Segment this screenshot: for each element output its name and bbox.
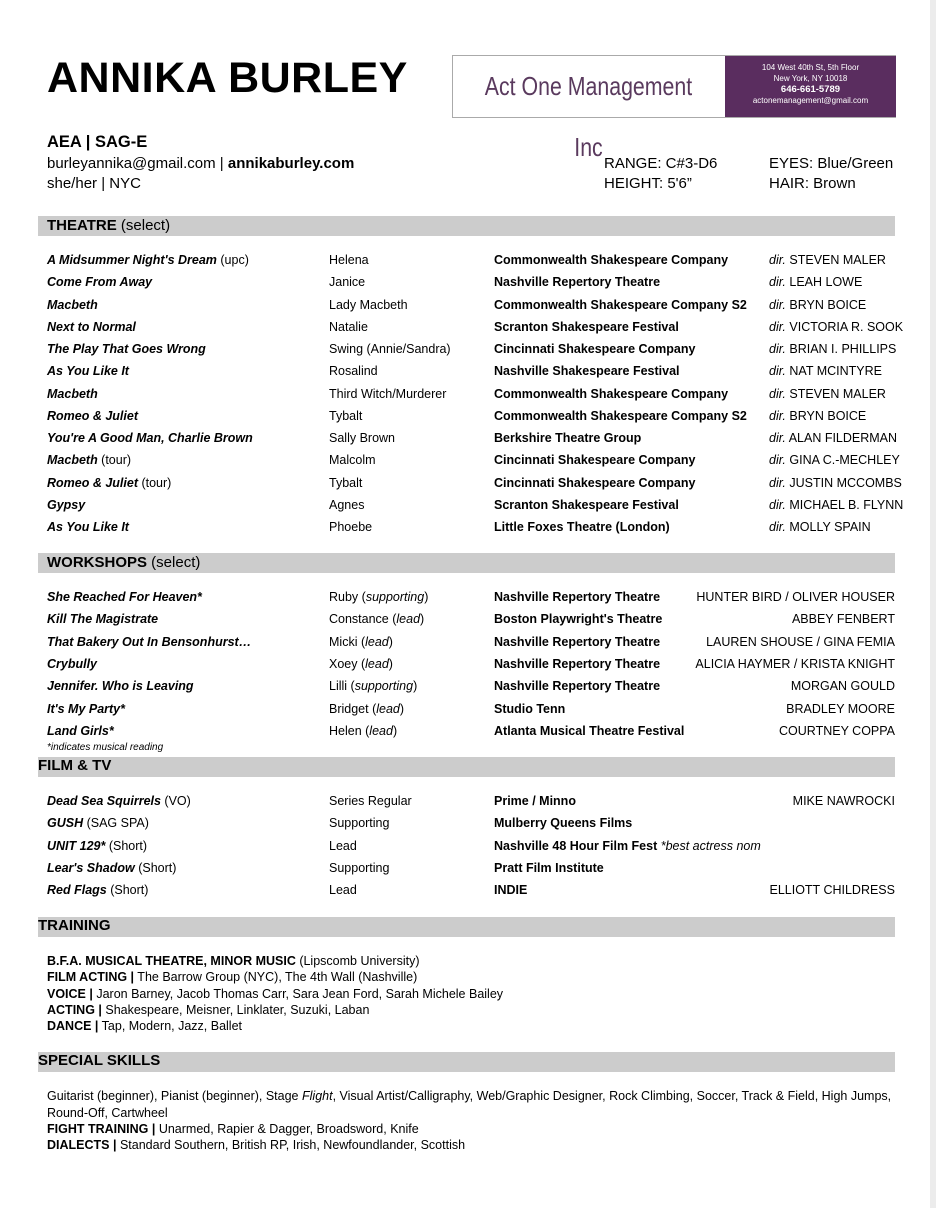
section-subtitle: (select) bbox=[147, 554, 201, 571]
dialects bbox=[47, 1138, 465, 1152]
role bbox=[329, 657, 393, 671]
pronouns-location: she/her | NYC bbox=[47, 175, 141, 192]
management-logo bbox=[452, 55, 896, 162]
show-title: She Reached For Heaven* bbox=[47, 590, 202, 604]
role-end: ) bbox=[388, 656, 393, 671]
section-title: TRAINING bbox=[38, 917, 111, 934]
role-name: Constance ( bbox=[329, 612, 397, 627]
role: Lead bbox=[329, 883, 357, 897]
show-title: As You Like It bbox=[47, 364, 129, 379]
theatre-row bbox=[0, 298, 936, 316]
credit-title bbox=[47, 816, 149, 830]
training-text: The Barrow Group (NYC), The 4th Wall (Nashville) bbox=[134, 970, 418, 985]
management-email: actonemanagement@gmail.com bbox=[752, 96, 869, 105]
show-title: Romeo & Juliet bbox=[47, 475, 138, 490]
training-label: B.F.A. MUSICAL THEATRE, MINOR MUSIC bbox=[47, 954, 296, 968]
unions: AEA | SAG-E bbox=[47, 133, 148, 151]
skills-flight: Flight bbox=[302, 1089, 333, 1103]
fight-training bbox=[47, 1122, 419, 1136]
director bbox=[769, 320, 903, 334]
section-theatre bbox=[38, 216, 895, 236]
show-note: (tour) bbox=[97, 453, 132, 468]
director-name: GINA C.-MECHLEY bbox=[785, 453, 900, 468]
training-item bbox=[47, 970, 417, 984]
show-title: It's My Party* bbox=[47, 701, 126, 716]
credit-title bbox=[47, 364, 129, 378]
show-title: Macbeth bbox=[47, 386, 98, 401]
section-workshops bbox=[38, 553, 895, 573]
director: ELLIOTT CHILDRESS bbox=[769, 883, 895, 897]
company bbox=[494, 794, 576, 808]
company: Commonwealth Shakespeare Company S2 bbox=[494, 408, 747, 423]
training-text: Tap, Modern, Jazz, Ballet bbox=[98, 1019, 243, 1034]
training-label: ACTING | bbox=[47, 1002, 102, 1017]
show-title: Come From Away bbox=[47, 275, 153, 290]
director: ABBEY FENBERT bbox=[791, 612, 895, 627]
film-row bbox=[0, 861, 936, 879]
training-label: DANCE | bbox=[47, 1019, 99, 1034]
role: Natalie bbox=[329, 319, 368, 334]
role bbox=[329, 612, 424, 626]
credit-title bbox=[47, 298, 98, 312]
show-note: (Short) bbox=[105, 838, 148, 853]
director-name: BRYN BOICE bbox=[785, 408, 867, 423]
show-note: (SAG SPA) bbox=[83, 816, 149, 831]
role-name: Bridget ( bbox=[329, 701, 377, 716]
role bbox=[329, 702, 404, 716]
role-name: Helen ( bbox=[329, 723, 370, 738]
credit-title bbox=[47, 794, 191, 808]
director: COURTNEY COPPA bbox=[779, 723, 895, 738]
company-name: Mulberry Queens Films bbox=[494, 816, 633, 831]
credit-title bbox=[47, 520, 129, 534]
theatre-row bbox=[0, 342, 936, 360]
director: LAUREN SHOUSE / GINA FEMIA bbox=[706, 634, 895, 649]
role-type: supporting bbox=[354, 679, 414, 694]
credit-title bbox=[47, 387, 98, 401]
role: Series Regular bbox=[329, 794, 412, 808]
height: HEIGHT: 5'6” bbox=[604, 175, 692, 192]
director bbox=[769, 253, 886, 267]
role: Supporting bbox=[329, 816, 390, 831]
show-title: Dead Sea Squirrels bbox=[47, 794, 161, 808]
role-name: Micki ( bbox=[329, 634, 366, 649]
company: Commonwealth Shakespeare Company S2 bbox=[494, 297, 747, 312]
role bbox=[329, 590, 428, 604]
company: Scranton Shakespeare Festival bbox=[494, 497, 679, 512]
role bbox=[329, 679, 417, 693]
director-name: STEVEN MALER bbox=[785, 386, 886, 401]
eye-color: EYES: Blue/Green bbox=[769, 155, 894, 172]
show-title: GUSH bbox=[47, 816, 84, 831]
training-item bbox=[47, 987, 503, 1001]
company-note: *best actress nom bbox=[657, 838, 761, 853]
dir-prefix: dir. bbox=[769, 253, 786, 267]
dir-prefix: dir. bbox=[769, 319, 786, 334]
workshop-row bbox=[0, 679, 936, 697]
management-phone: 646-661-5789 bbox=[780, 84, 841, 95]
workshop-row bbox=[0, 657, 936, 675]
management-address2: New York, NY 10018 bbox=[773, 74, 848, 83]
director-name: BRYN BOICE bbox=[785, 297, 867, 312]
company: Nashville Repertory Theatre bbox=[494, 634, 661, 649]
theatre-row bbox=[0, 320, 936, 338]
training-text: (Lipscomb University) bbox=[295, 954, 420, 968]
role: Agnes bbox=[329, 497, 365, 512]
role: Tybalt bbox=[329, 408, 363, 423]
show-title: Romeo & Juliet bbox=[47, 408, 138, 423]
director-name: STEVEN MALER bbox=[785, 253, 886, 267]
dir-prefix: dir. bbox=[769, 408, 786, 423]
show-title: Lear's Shadow bbox=[47, 860, 135, 875]
training-label: VOICE | bbox=[47, 986, 93, 1001]
director bbox=[769, 520, 871, 534]
role: Lead bbox=[329, 838, 357, 853]
role-type: supporting bbox=[365, 590, 425, 604]
company: Nashville Repertory Theatre bbox=[494, 679, 661, 694]
role-end: ) bbox=[392, 723, 398, 738]
role-name: Xoey ( bbox=[329, 656, 366, 671]
training-item bbox=[47, 1003, 369, 1017]
credit-title bbox=[47, 253, 249, 267]
company: Nashville Repertory Theatre bbox=[494, 590, 661, 604]
director-name: NAT MCINTYRE bbox=[785, 364, 882, 379]
role: Tybalt bbox=[329, 475, 363, 490]
company: Commonwealth Shakespeare Company bbox=[494, 386, 729, 401]
role-type: lead bbox=[376, 701, 400, 716]
company-name: INDIE bbox=[494, 883, 528, 897]
director: HUNTER BIRD / OLIVER HOUSER bbox=[696, 590, 895, 604]
role bbox=[329, 724, 397, 738]
show-title: Land Girls* bbox=[47, 723, 114, 738]
director bbox=[769, 342, 896, 356]
training-item bbox=[47, 954, 419, 968]
dir-prefix: dir. bbox=[769, 364, 786, 379]
company-name: Prime / Minno bbox=[494, 794, 576, 808]
credit-title bbox=[47, 839, 147, 853]
skills-line-1 bbox=[47, 1089, 891, 1103]
theatre-row bbox=[0, 275, 936, 293]
role-end: ) bbox=[413, 679, 418, 694]
credit-title bbox=[47, 476, 171, 490]
film-row bbox=[0, 794, 936, 812]
section-special-skills bbox=[38, 1052, 895, 1072]
director bbox=[769, 364, 882, 378]
dir-prefix: dir. bbox=[769, 275, 786, 290]
workshop-footnote: *indicates musical reading bbox=[47, 742, 164, 753]
director-name: ALAN FILDERMAN bbox=[785, 431, 898, 445]
hair-color: HAIR: Brown bbox=[769, 175, 856, 192]
dir-prefix: dir. bbox=[769, 342, 786, 356]
director-name: JUSTIN MCCOMBS bbox=[785, 475, 902, 490]
fight-label: FIGHT TRAINING | bbox=[47, 1122, 156, 1136]
management-name: Act One Management Inc bbox=[484, 71, 693, 162]
theatre-row bbox=[0, 387, 936, 405]
company: Cincinnati Shakespeare Company bbox=[494, 453, 696, 468]
skills-text: Guitarist (beginner), Pianist (beginner), Stage bbox=[47, 1089, 302, 1103]
section-title: SPECIAL SKILLS bbox=[38, 1052, 161, 1069]
show-note: (VO) bbox=[160, 794, 191, 808]
company: Commonwealth Shakespeare Company bbox=[494, 253, 729, 267]
dialects-label: DIALECTS | bbox=[47, 1138, 117, 1152]
company: Berkshire Theatre Group bbox=[494, 431, 642, 445]
company: Nashville Repertory Theatre bbox=[494, 656, 661, 671]
show-title: You're A Good Man, Charlie Brown bbox=[47, 431, 253, 445]
role-end: ) bbox=[424, 590, 429, 604]
dir-prefix: dir. bbox=[769, 297, 786, 312]
role-type: lead bbox=[365, 634, 389, 649]
theatre-row bbox=[0, 476, 936, 494]
director bbox=[769, 409, 866, 423]
role-name: Ruby ( bbox=[329, 590, 366, 604]
workshop-row bbox=[0, 635, 936, 653]
theatre-row bbox=[0, 409, 936, 427]
director bbox=[769, 387, 886, 401]
role-type: lead bbox=[396, 612, 421, 627]
show-title: As You Like It bbox=[47, 520, 129, 534]
section-title: FILM & TV bbox=[38, 757, 112, 774]
dir-prefix: dir. bbox=[769, 386, 786, 401]
company: Nashville Repertory Theatre bbox=[494, 275, 661, 290]
role-type: lead bbox=[369, 723, 393, 738]
theatre-row bbox=[0, 498, 936, 516]
dir-prefix: dir. bbox=[769, 453, 786, 468]
credit-title bbox=[47, 320, 136, 334]
company-name: Pratt Film Institute bbox=[494, 860, 604, 875]
section-title: WORKSHOPS bbox=[47, 554, 148, 571]
dialects-text: Standard Southern, British RP, Irish, Newfoundlander, Scottish bbox=[116, 1138, 466, 1152]
show-title: Macbeth bbox=[47, 297, 98, 312]
role: Third Witch/Murderer bbox=[329, 386, 447, 401]
workshop-row bbox=[0, 612, 936, 630]
credit-title bbox=[47, 409, 138, 423]
company: Cincinnati Shakespeare Company bbox=[494, 342, 696, 356]
role: Sally Brown bbox=[329, 431, 395, 445]
director bbox=[769, 275, 862, 289]
company: Scranton Shakespeare Festival bbox=[494, 319, 679, 334]
dir-prefix: dir. bbox=[769, 520, 786, 534]
director-name: VICTORIA R. SOOK bbox=[785, 319, 904, 334]
director bbox=[769, 476, 902, 490]
role: Janice bbox=[329, 275, 366, 290]
show-title: Kill The Magistrate bbox=[47, 612, 159, 627]
film-row bbox=[0, 883, 936, 901]
management-contact bbox=[725, 56, 896, 117]
training-item bbox=[47, 1019, 242, 1033]
contact-line bbox=[47, 155, 354, 172]
film-row bbox=[0, 816, 936, 834]
training-label: FILM ACTING | bbox=[47, 970, 135, 985]
section-training bbox=[38, 917, 895, 937]
role-end: ) bbox=[420, 612, 425, 627]
theatre-row bbox=[0, 453, 936, 471]
show-title: That Bakery Out In Bensonhurst… bbox=[47, 634, 252, 649]
director: BRADLEY MOORE bbox=[786, 701, 895, 716]
director: ALICIA HAYMER / KRISTA KNIGHT bbox=[695, 656, 895, 671]
company: Boston Playwright's Theatre bbox=[494, 612, 663, 627]
company bbox=[494, 816, 632, 830]
company: Nashville Shakespeare Festival bbox=[494, 364, 680, 379]
director bbox=[769, 453, 900, 467]
role: Lady Macbeth bbox=[329, 297, 408, 312]
workshop-row bbox=[0, 702, 936, 720]
director bbox=[769, 431, 897, 445]
company bbox=[494, 861, 604, 875]
director-name: BRIAN I. PHILLIPS bbox=[785, 342, 897, 356]
separator: | bbox=[215, 155, 228, 172]
show-title: Red Flags bbox=[47, 883, 107, 897]
dir-prefix: dir. bbox=[769, 497, 786, 512]
training-text: Jaron Barney, Jacob Thomas Carr, Sara Jean Ford, Sarah Michele Bailey bbox=[92, 986, 504, 1001]
role-end: ) bbox=[388, 634, 393, 649]
theatre-row bbox=[0, 364, 936, 382]
show-title: UNIT 129* bbox=[47, 838, 106, 853]
section-title: THEATRE bbox=[47, 217, 117, 234]
theatre-row bbox=[0, 431, 936, 449]
dir-prefix: dir. bbox=[769, 475, 786, 490]
company: Little Foxes Theatre (London) bbox=[494, 520, 670, 534]
skills-line-2: Round-Off, Cartwheel bbox=[47, 1106, 168, 1120]
show-title: A Midsummer Night's Dream bbox=[47, 253, 217, 267]
management-address1: 104 West 40th St, 5th Floor bbox=[761, 63, 860, 72]
credit-title bbox=[47, 453, 131, 467]
director: MIKE NAWROCKI bbox=[792, 794, 895, 808]
vocal-range: RANGE: C#3-D6 bbox=[604, 155, 718, 172]
film-row bbox=[0, 839, 936, 857]
company: Studio Tenn bbox=[494, 701, 566, 716]
company bbox=[494, 883, 527, 897]
show-note: (Short) bbox=[134, 860, 177, 875]
show-title: Crybully bbox=[47, 656, 98, 671]
show-title: Jennifer. Who is Leaving bbox=[47, 679, 194, 694]
credit-title bbox=[47, 431, 253, 445]
credit-title bbox=[47, 883, 148, 897]
fight-text: Unarmed, Rapier & Dagger, Broadsword, Knife bbox=[155, 1122, 419, 1136]
director-name: MICHAEL B. FLYNN bbox=[785, 497, 904, 512]
show-title: Gypsy bbox=[47, 497, 86, 512]
workshop-row bbox=[0, 590, 936, 608]
show-title: Next to Normal bbox=[47, 319, 136, 334]
show-title: Macbeth bbox=[47, 453, 98, 468]
role bbox=[329, 635, 393, 649]
credit-title bbox=[47, 275, 152, 289]
credit-title bbox=[47, 861, 176, 875]
company-name: Nashville 48 Hour Film Fest bbox=[494, 838, 658, 853]
company: Cincinnati Shakespeare Company bbox=[494, 475, 696, 490]
section-subtitle: (select) bbox=[116, 217, 171, 234]
role: Phoebe bbox=[329, 520, 373, 534]
role-type: lead bbox=[365, 656, 389, 671]
email-link[interactable]: burleyannika@gmail.com bbox=[47, 155, 216, 172]
role: Swing (Annie/Sandra) bbox=[329, 342, 451, 356]
role: Malcolm bbox=[329, 453, 376, 468]
actor-name: ANNIKA BURLEY bbox=[47, 54, 408, 102]
company: Atlanta Musical Theatre Festival bbox=[494, 723, 685, 738]
role-end: ) bbox=[399, 701, 405, 716]
section-film-tv bbox=[38, 757, 895, 777]
show-note: (tour) bbox=[138, 475, 172, 490]
role: Supporting bbox=[329, 860, 390, 875]
show-note: (upc) bbox=[216, 253, 249, 267]
skills-text: , Visual Artist/Calligraphy, Web/Graphic Designer, Rock Climbing, Soccer, Track & Field, High Jumps, bbox=[332, 1089, 892, 1103]
website-link[interactable]: annikaburley.com bbox=[227, 155, 355, 172]
director: MORGAN GOULD bbox=[790, 679, 895, 694]
training-text: Shakespeare, Meisner, Linklater, Suzuki, Laban bbox=[101, 1002, 370, 1017]
dir-prefix: dir. bbox=[769, 431, 786, 445]
role-name: Lilli ( bbox=[329, 679, 355, 694]
director-name: LEAH LOWE bbox=[785, 275, 863, 290]
company bbox=[494, 839, 761, 853]
show-title: The Play That Goes Wrong bbox=[47, 342, 206, 356]
credit-title bbox=[47, 498, 85, 512]
credit-title bbox=[47, 342, 206, 356]
theatre-row bbox=[0, 520, 936, 538]
role: Helena bbox=[329, 253, 369, 267]
role: Rosalind bbox=[329, 364, 378, 379]
director-name: MOLLY SPAIN bbox=[785, 520, 871, 534]
workshop-row bbox=[0, 724, 936, 742]
show-note: (Short) bbox=[106, 883, 149, 897]
theatre-row bbox=[0, 253, 936, 271]
director bbox=[769, 298, 866, 312]
director bbox=[769, 498, 903, 512]
